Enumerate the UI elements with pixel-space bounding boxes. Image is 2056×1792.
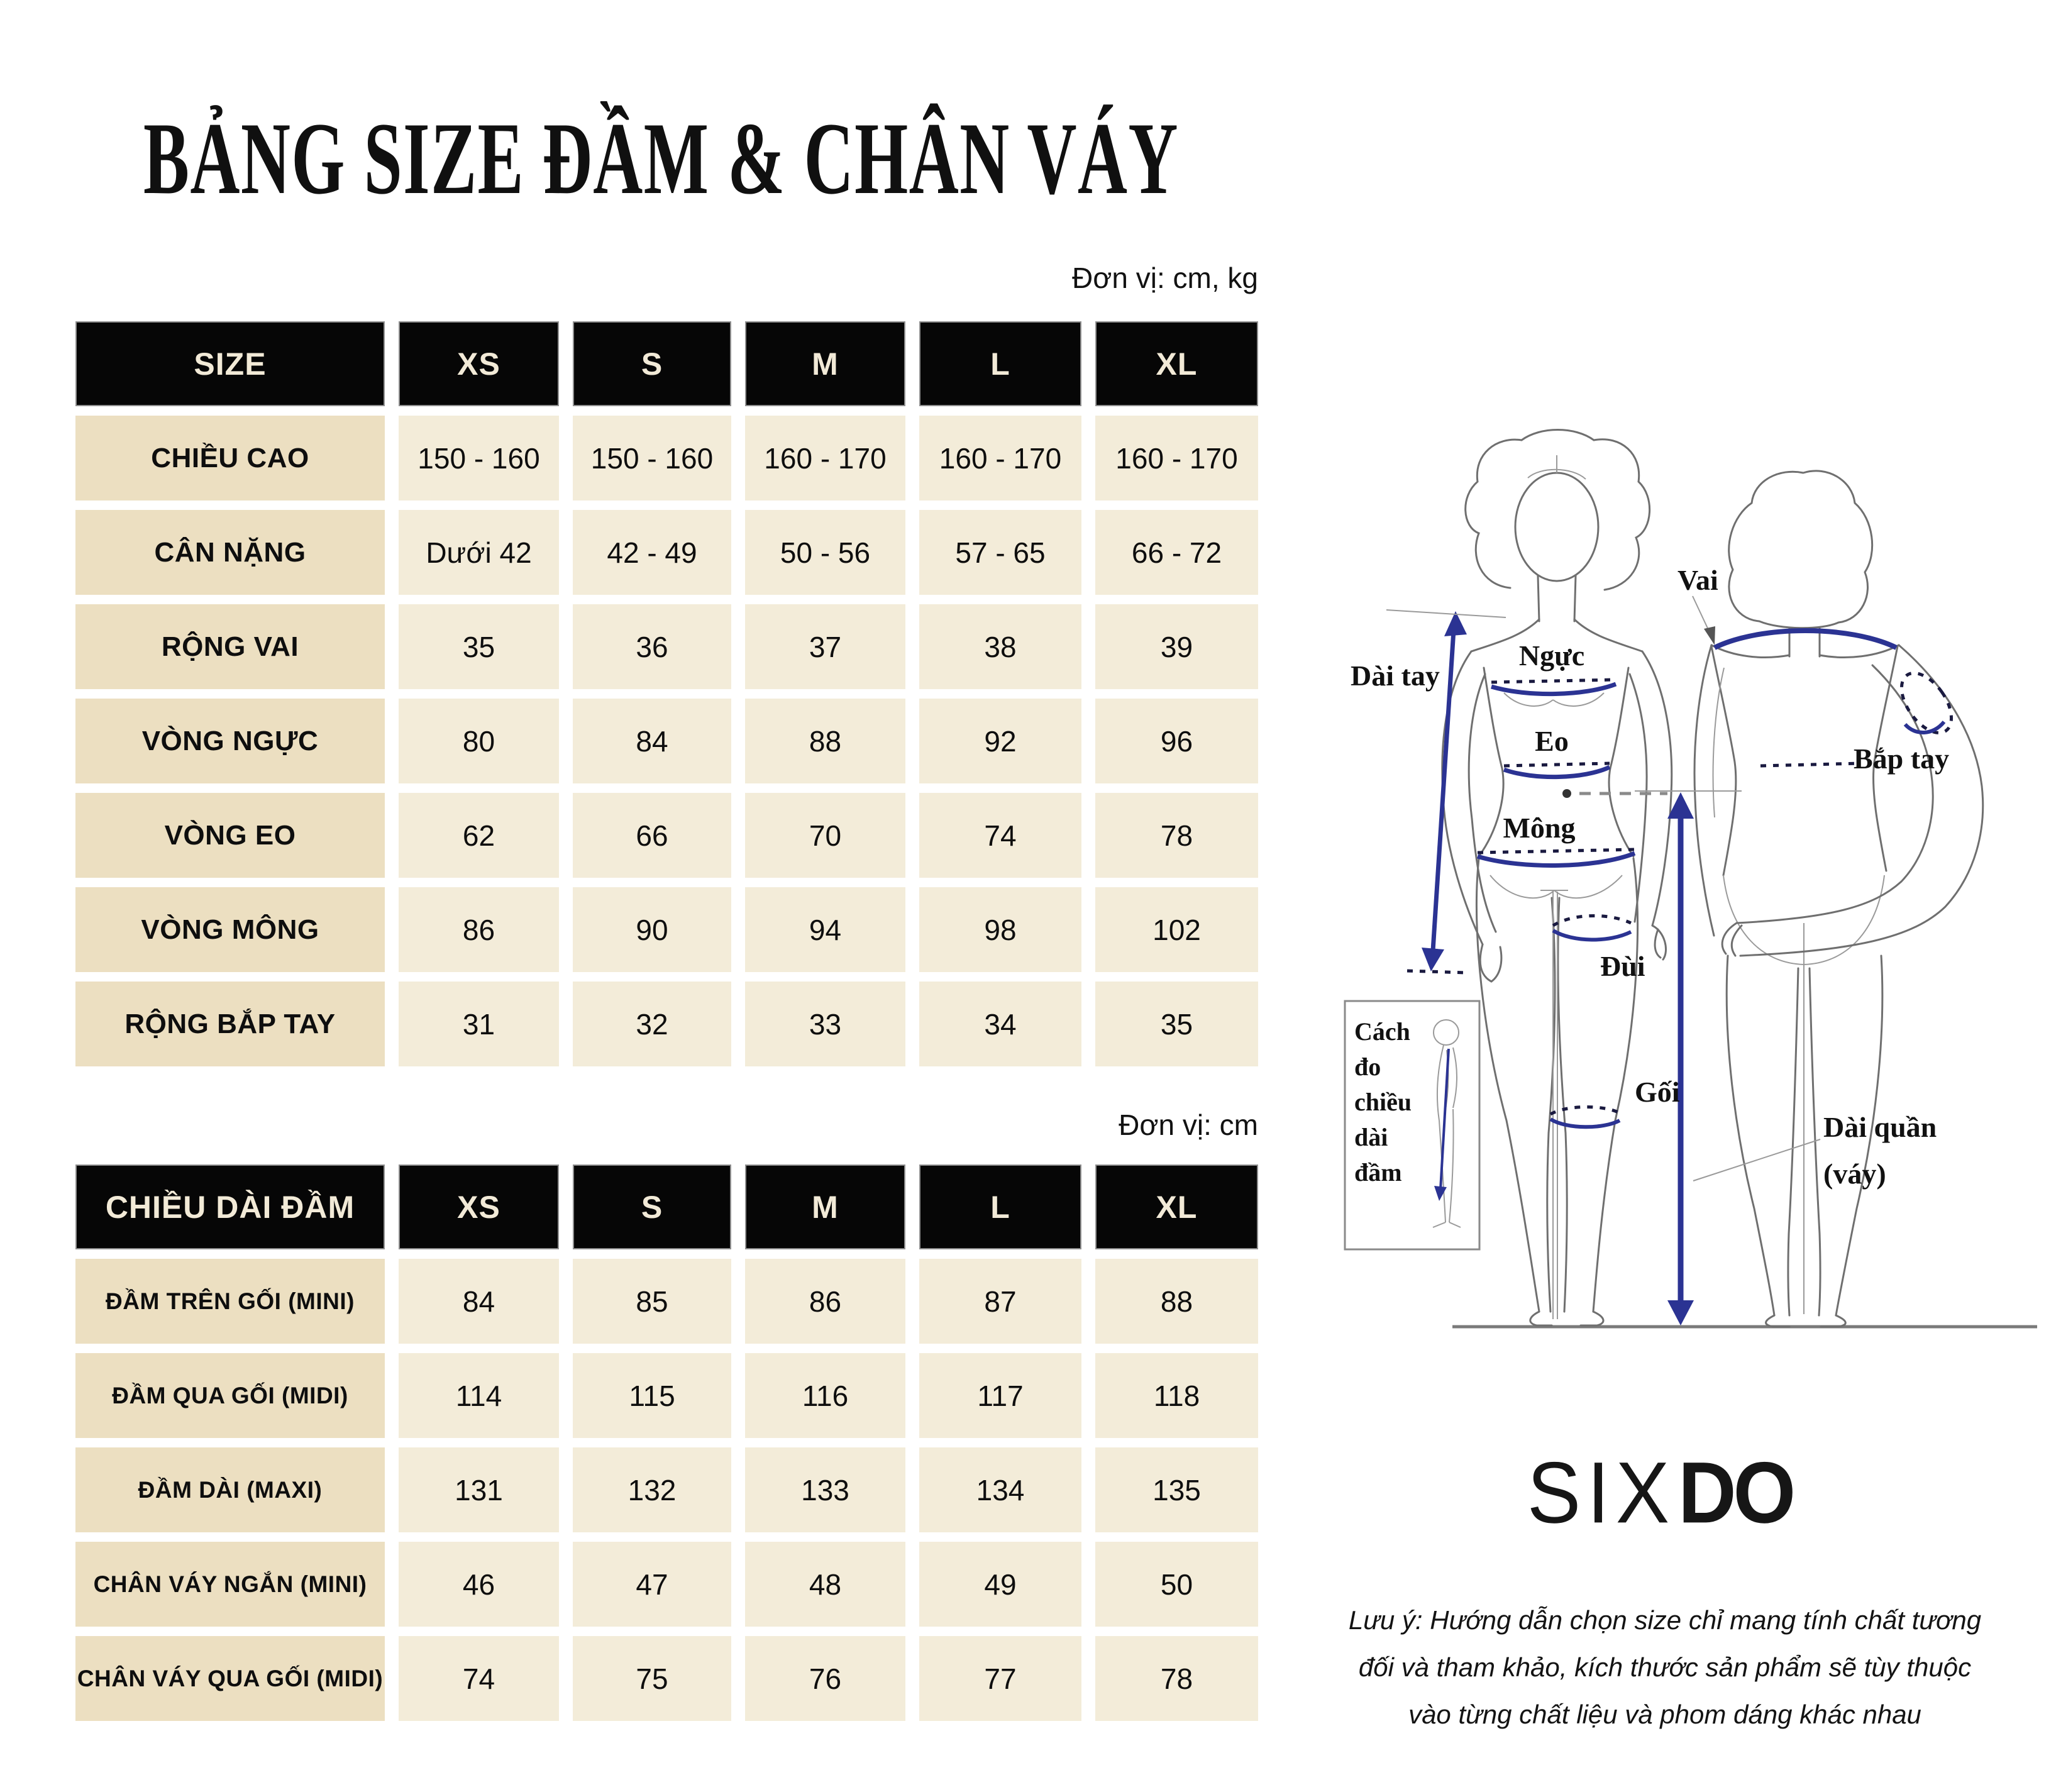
cell-value: 78 [1095,793,1258,878]
note-line: đối và tham khảo, kích thước sản phẩm sẽ tùy thuộc [1358,1652,1972,1682]
inset-line: Cách [1354,1017,1410,1046]
row-label: RỘNG BẮP TAY [75,982,385,1066]
row-label: VÒNG NGỰC [75,699,385,783]
note-line: vào từng chất liệu và phom dáng khác nhau [1408,1699,1921,1729]
label-dai-quan-vay: (váy) [1823,1158,1886,1190]
cell-value: 48 [745,1542,905,1627]
label-vai: Vai [1677,564,1718,596]
cell-value: 114 [399,1353,559,1438]
cell-value: 98 [919,887,1081,972]
cell-value: 90 [573,887,731,972]
label-nguc: Ngực [1518,639,1585,672]
back-figure-sketch [1694,471,1983,1327]
unit-label-table2: Đơn vị: cm [1119,1109,1258,1141]
cell-value: 116 [745,1353,905,1438]
cell-value: 66 [573,793,731,878]
row-label: ĐẦM TRÊN GỐI (MINI) [75,1259,385,1344]
cell-value: 62 [399,793,559,878]
cell-value: 115 [573,1353,731,1438]
cell-value: 94 [745,887,905,972]
column-header: XL [1095,1164,1258,1249]
column-header: XL [1095,321,1258,406]
cell-value: 31 [399,982,559,1066]
cell-value: 35 [399,604,559,689]
cell-value: 32 [573,982,731,1066]
inset-line: đầm [1354,1158,1402,1186]
cell-value: 96 [1095,699,1258,783]
cell-value: 160 - 170 [919,416,1081,501]
column-header: M [745,321,905,406]
cell-value: 66 - 72 [1095,510,1258,595]
cell-value: 33 [745,982,905,1066]
cell-value: 85 [573,1259,731,1344]
cell-value: 75 [573,1636,731,1721]
column-header: SIZE [75,321,385,406]
inset-line: chiều [1354,1088,1412,1116]
row-label: CHÂN VÁY QUA GỐI (MIDI) [75,1636,385,1721]
cell-value: 39 [1095,604,1258,689]
dress-length-inset [1345,1001,1479,1249]
label-dui: Đùi [1600,950,1645,982]
cell-value: 131 [399,1447,559,1532]
cell-value: 50 [1095,1542,1258,1627]
sixdo-logo [1465,1443,1855,1543]
cell-value: 92 [919,699,1081,783]
cell-value: 38 [919,604,1081,689]
cell-value: 160 - 170 [745,416,905,501]
unit-label-table1: Đơn vị: cm, kg [1072,262,1258,294]
cell-value: 150 - 160 [573,416,731,501]
label-bap-tay: Bắp tay [1854,743,1950,775]
note-line: Lưu ý: Hướng dẫn chọn size chỉ mang tính chất tương [1348,1605,1982,1635]
cell-value: 74 [919,793,1081,878]
row-label: RỘNG VAI [75,604,385,689]
cell-value: 77 [919,1636,1081,1721]
column-header: S [573,1164,731,1249]
cell-value: 132 [573,1447,731,1532]
cell-value: 134 [919,1447,1081,1532]
cell-value: 36 [573,604,731,689]
cell-value: 87 [919,1259,1081,1344]
cell-value: 117 [919,1353,1081,1438]
cell-value: 49 [919,1542,1081,1627]
row-label: VÒNG MÔNG [75,887,385,972]
cell-value: 86 [399,887,559,972]
column-header: CHIỀU DÀI ĐẦM [75,1164,385,1249]
label-eo: Eo [1535,725,1569,757]
inset-line: dài [1354,1123,1388,1151]
body-measurement-diagram [1289,390,2056,1446]
cell-value: 135 [1095,1447,1258,1532]
cell-value: 150 - 160 [399,416,559,501]
label-goi: Gối [1635,1076,1680,1108]
column-header: L [919,321,1081,406]
cell-value: 88 [1095,1259,1258,1344]
dress-length-table [75,1164,1258,1721]
cell-value: 37 [745,604,905,689]
column-header: XS [399,321,559,406]
label-dai-tay: Dài tay [1351,660,1440,692]
column-header: M [745,1164,905,1249]
cell-value: 133 [745,1447,905,1532]
cell-value: 88 [745,699,905,783]
cell-value: 84 [399,1259,559,1344]
cell-value: 34 [919,982,1081,1066]
column-header: L [919,1164,1081,1249]
cell-value: 118 [1095,1353,1258,1438]
disclaimer-note [1325,1597,2004,1738]
cell-value: 42 - 49 [573,510,731,595]
inset-line: đo [1354,1053,1381,1081]
cell-value: 84 [573,699,731,783]
column-header: XS [399,1164,559,1249]
cell-value: 86 [745,1259,905,1344]
garment-length-arrow [1667,792,1694,1325]
cell-value: 57 - 65 [919,510,1081,595]
row-label: CHIỀU CAO [75,416,385,501]
label-dai-quan: Dài quần [1823,1111,1937,1143]
row-label: CÂN NẶNG [75,510,385,595]
row-label: CHÂN VÁY NGẮN (MINI) [75,1542,385,1627]
page-title: BẢNG SIZE ĐẦM & CHÂN VÁY [143,101,1179,216]
logo-do: DO [1678,1444,1793,1542]
cell-value: 102 [1095,887,1258,972]
cell-value: Dưới 42 [399,510,559,595]
body-measurement-table [75,321,1258,1066]
cell-value: 160 - 170 [1095,416,1258,501]
row-label: ĐẦM DÀI (MAXI) [75,1447,385,1532]
logo-six: SIX [1527,1444,1676,1542]
label-mong: Mông [1503,812,1576,844]
cell-value: 35 [1095,982,1258,1066]
navel-dot [1562,789,1571,798]
column-header: S [573,321,731,406]
cell-value: 47 [573,1542,731,1627]
cell-value: 74 [399,1636,559,1721]
cell-value: 76 [745,1636,905,1721]
cell-value: 50 - 56 [745,510,905,595]
cell-value: 70 [745,793,905,878]
cell-value: 80 [399,699,559,783]
cell-value: 78 [1095,1636,1258,1721]
cell-value: 46 [399,1542,559,1627]
row-label: VÒNG EO [75,793,385,878]
row-label: ĐẦM QUA GỐI (MIDI) [75,1353,385,1438]
